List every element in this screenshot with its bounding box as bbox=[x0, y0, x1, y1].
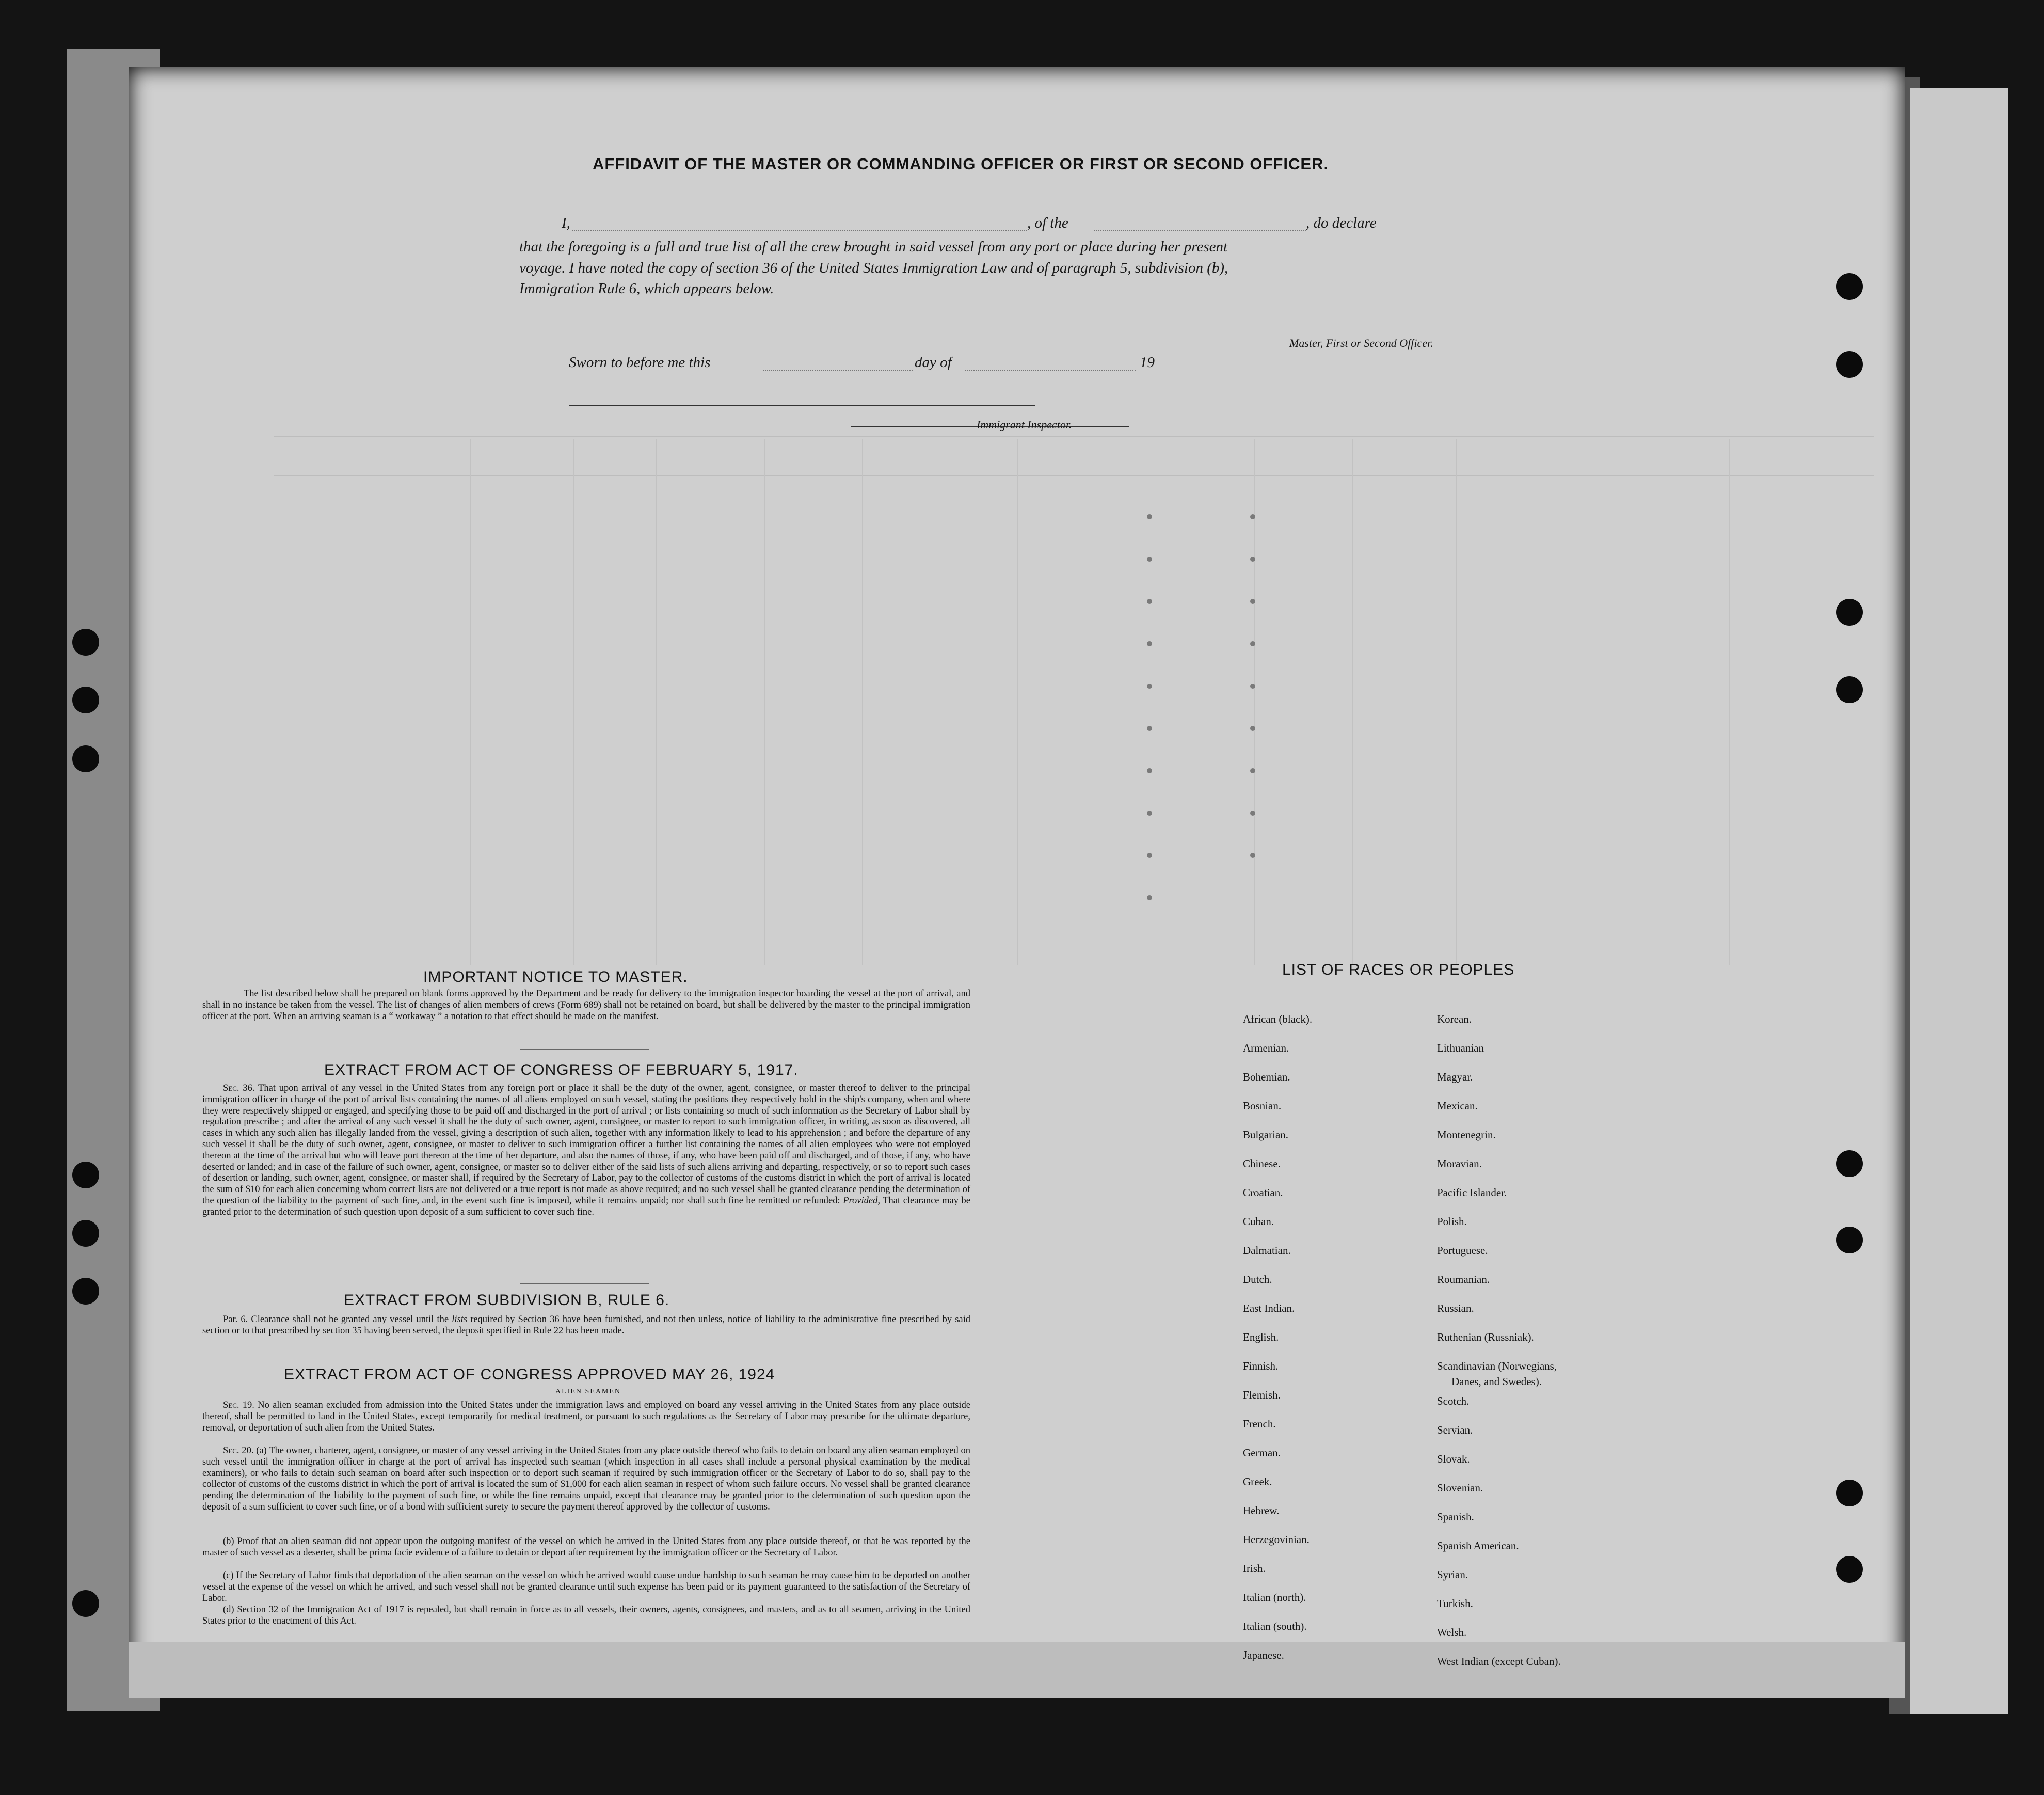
race-item: Welsh. bbox=[1437, 1626, 1467, 1639]
page-bottom-fold bbox=[129, 1642, 1905, 1698]
race-item: Korean. bbox=[1437, 1013, 1472, 1025]
sworn-month-blank bbox=[965, 370, 1136, 371]
year-label: 19 bbox=[1140, 354, 1155, 371]
race-item: Bohemian. bbox=[1243, 1071, 1290, 1083]
binder-hole bbox=[72, 629, 99, 656]
bleed-through-dot bbox=[1147, 895, 1152, 900]
race-item: Syrian. bbox=[1437, 1568, 1468, 1581]
race-item: Spanish American. bbox=[1437, 1539, 1519, 1552]
race-item: Polish. bbox=[1437, 1215, 1467, 1228]
bleed-through-rule bbox=[274, 436, 1874, 437]
notice-body: The list described below shall be prepared on blank forms approved by the Department and be ready for delivery to the immigration inspector boarding the vessel at the port of arrival, and shall in no instance be taken from the vessel. The list of changes of alien members of crews (Form 689) shall not be retained on board, but shall be delivered by the master to the principal immigration officer at the port. When an arriving seaman is a “ workaway ” a notation to that effect should be made on the manifest. bbox=[202, 989, 970, 1022]
inspector-caption: Immigrant Inspector. bbox=[977, 418, 1072, 431]
bleed-through-dot bbox=[1250, 557, 1255, 562]
race-item: Roumanian. bbox=[1437, 1273, 1490, 1285]
race-item: Magyar. bbox=[1437, 1071, 1473, 1083]
races-title: LIST OF RACES OR PEOPLES bbox=[1282, 961, 1515, 978]
binder-hole bbox=[72, 1278, 99, 1305]
extract-1917-title: EXTRACT FROM ACT OF CONGRESS OF FEBRUARY 5, 1917. bbox=[324, 1061, 799, 1078]
bleed-through-dot bbox=[1250, 514, 1255, 519]
section-text: That upon arrival of any vessel in the United States from any foreign port or place it shall be the duty of the owner, agent, consignee, or master thereof to deliver to the principal immigration officer in charge of the port of arrival lists containing the names of all aliens employed on such vessel, stating the positions they respectively hold in the ship's company, when and where they were respectively shipped or engaged, and specifying those to be paid off and discharged in the port of arrival ; or lists containing so much of such information as the Secretary of Labor shall by regulation prescribe ; and after the arrival of any such vessel it shall be the duty of such owner, agent, consignee, or master to report to such immigration officer, in writing, as soon as discovered, all cases in which any such alien has illegally landed from the vessel, giving a description of such alien, together with any information likely to lead to his apprehension ; and before the departure of any such vessel it shall be the duty of such owner, agent, consignee, or master to deliver to such immigration officer a further list containing the names of all alien employees who were not employed thereon at the time of the arrival but who will leave port thereon at the time of her departure, and also the names of those, if any, who have been paid off and discharged, and of those, if any, who have deserted or landed; and in case of the failure of such owner, agent, consignee, or master so to deliver either of the said lists of such aliens arriving and departing, respectively, or so to report such cases of desertion or landing, such owner, agent, consignee, or master shall, if required by the Secretary of Labor, pay to the collector of customs of the customs district in which the port of arrival is located the sum of $10 for each alien concerning whom correct lists are not delivered or a true report is not made as above required; and no such vessel shall be granted clearance pending the determination of the question of the liability to the payment of such fine, and, in the event such fine is imposed, while it remains unpaid; nor shall such fine be remitted or refunded: bbox=[202, 1083, 970, 1206]
race-item: Portuguese. bbox=[1437, 1244, 1488, 1257]
sec20c-text: (c) If the Secretary of Labor finds that deportation of the alien seaman on the vessel on which he arrived would cause undue hardship to such seaman he may cause him to be deported on another vessel at the expense of the vessel on which he arrived, and such vessel shall not be granted clearance until such expense has been paid or its payment guaranteed to the satisfaction of the Secretary of Labor. bbox=[202, 1570, 970, 1603]
bleed-through-column bbox=[573, 439, 574, 965]
race-item: French. bbox=[1243, 1418, 1276, 1430]
bleed-through-column bbox=[1352, 439, 1353, 965]
race-item: Slovak. bbox=[1437, 1453, 1470, 1465]
affiant-label: I, bbox=[562, 215, 570, 231]
extract-1924-subtitle: ALIEN SEAMEN bbox=[555, 1388, 621, 1395]
section-divider bbox=[520, 1283, 649, 1284]
bleed-through-dot bbox=[1147, 599, 1152, 604]
sworn-label: Sworn to before me this bbox=[569, 354, 711, 371]
bleed-through-column bbox=[656, 439, 657, 965]
race-item: Russian. bbox=[1437, 1302, 1474, 1314]
affidavit-statement-line: that the foregoing is a full and true list of all the crew brought in said vessel from any port or place during her present bbox=[519, 239, 1228, 255]
race-item: African (black). bbox=[1243, 1013, 1313, 1025]
race-item: Moravian. bbox=[1437, 1157, 1482, 1170]
section-text: No alien seaman excluded from admission into the United States under the immigration laws and employed on board any vessel arriving in the United States from any place outside thereof, shall be permitted to land in the United States, except temporarily for medical treatment, or pursuant to such regulations as the Secretary of Labor may prescribe for the ultimate departure, removal, or deportation of such alien from the United States. bbox=[202, 1400, 970, 1433]
bleed-through-dot bbox=[1250, 726, 1255, 731]
section-label: Sec. 36. bbox=[223, 1083, 255, 1093]
affidavit-statement-line: Immigration Rule 6, which appears below. bbox=[519, 280, 774, 297]
rule6-text-end: required by Section 36 have been furnished, and not then unless, notice of liability to the administrative fine prescribed by said section or to that prescribed by section 35 having been served, the deposit specified in Rule 22 has been made. bbox=[202, 1314, 971, 1336]
extract-rule6-body bbox=[202, 1314, 970, 1337]
binder-hole bbox=[1836, 676, 1863, 703]
race-item: Lithuanian bbox=[1437, 1042, 1484, 1054]
bleed-through-dot bbox=[1250, 641, 1255, 646]
notary-signature-rule bbox=[569, 405, 1035, 406]
vessel-name-blank bbox=[1094, 230, 1306, 231]
section-divider bbox=[520, 1049, 649, 1050]
binder-hole bbox=[72, 687, 99, 713]
bleed-through-column bbox=[1729, 439, 1730, 965]
vessel-of-the-label: , of the bbox=[1027, 215, 1068, 231]
race-item: East Indian. bbox=[1243, 1302, 1295, 1314]
bleed-through-rule bbox=[274, 475, 1874, 476]
notice-title: IMPORTANT NOTICE TO MASTER. bbox=[423, 968, 688, 986]
affidavit-title: AFFIDAVIT OF THE MASTER OR COMMANDING OFFICER OR FIRST OR SECOND OFFICER. bbox=[593, 155, 1329, 173]
race-item: Cuban. bbox=[1243, 1215, 1274, 1228]
race-item: Herzegovinian. bbox=[1243, 1533, 1310, 1546]
bleed-through-dot bbox=[1147, 557, 1152, 562]
race-item: Mexican. bbox=[1437, 1100, 1478, 1112]
race-item: Finnish. bbox=[1243, 1360, 1279, 1372]
race-item: Bulgarian. bbox=[1243, 1129, 1289, 1141]
extract-rule6-title: EXTRACT FROM SUBDIVISION B, RULE 6. bbox=[344, 1292, 670, 1309]
race-item: German. bbox=[1243, 1447, 1281, 1459]
binder-hole bbox=[1836, 599, 1863, 626]
bleed-through-dot bbox=[1250, 811, 1255, 816]
race-item: Italian (south). bbox=[1243, 1620, 1307, 1632]
lists-word: lists bbox=[452, 1314, 468, 1325]
bleed-through-column bbox=[1456, 439, 1457, 965]
underlying-sheet bbox=[1910, 88, 2008, 1714]
proviso-text: That clearance may be granted prior to the determination of such question upon deposit of a sum sufficient to cover such fine. bbox=[202, 1195, 971, 1217]
sworn-day-blank bbox=[763, 370, 913, 371]
extract-1924-title: EXTRACT FROM ACT OF CONGRESS APPROVED MAY 26, 1924 bbox=[284, 1366, 775, 1383]
binder-hole bbox=[72, 1162, 99, 1188]
race-item: Scandinavian (Norwegians, bbox=[1437, 1360, 1557, 1372]
binder-hole bbox=[1836, 1150, 1863, 1177]
race-item: Slovenian. bbox=[1437, 1482, 1483, 1494]
race-item: Armenian. bbox=[1243, 1042, 1289, 1054]
bleed-through-dot bbox=[1147, 768, 1152, 773]
race-item: Chinese. bbox=[1243, 1157, 1281, 1170]
bleed-through-dot bbox=[1147, 811, 1152, 816]
race-item: Turkish. bbox=[1437, 1597, 1473, 1610]
bleed-through-dot bbox=[1250, 853, 1255, 858]
binder-hole bbox=[72, 745, 99, 772]
binder-hole bbox=[72, 1590, 99, 1617]
sec19-text bbox=[202, 1400, 970, 1434]
bleed-through-column bbox=[862, 439, 863, 965]
race-item: Dalmatian. bbox=[1243, 1244, 1291, 1257]
race-item: Flemish. bbox=[1243, 1389, 1281, 1401]
binder-hole bbox=[1836, 1556, 1863, 1583]
section-text: (a) The owner, charterer, agent, consignee, or master of any vessel arriving in the United States from any place outside thereof who fails to detain on board any alien seaman employed on such vessel until the immigration officer in charge at the port of arrival has inspected such seaman (which inspection in all cases shall include a personal physical examination by the medical examiners), or who fails to detain such seaman on board after such inspection or to deport such seaman if required by such immigration officer or the Secretary of Labor to do so, shall pay to the collector of customs of the customs district in which the port of arrival is located the sum of $1,000 for each alien seaman in respect of whom such failure occurs. No vessel shall be granted clearance pending the determination of the liability to the payment of such fine, or while the fine remains unpaid, except that clearance may be granted prior to the determination of such question upon the deposit of a sum sufficient to cover such fine, or of a bond with sufficient surety to secure the payment thereof approved by the collector of customs. bbox=[202, 1445, 970, 1512]
race-item-continuation: Danes, and Swedes). bbox=[1451, 1375, 1542, 1388]
section-label: Sec. 20. bbox=[223, 1445, 254, 1456]
affidavit-statement-line: voyage. I have noted the copy of section 36 of the United States Immigration Law and of paragraph 5, subdivision (b), bbox=[519, 260, 1228, 276]
affiant-name-blank bbox=[572, 230, 1027, 231]
binder-hole bbox=[1836, 273, 1863, 300]
bleed-through-dot bbox=[1147, 641, 1152, 646]
race-item: Dutch. bbox=[1243, 1273, 1272, 1285]
bleed-through-column bbox=[764, 439, 765, 965]
binder-hole bbox=[1836, 1480, 1863, 1506]
bleed-through-dot bbox=[1250, 684, 1255, 689]
race-item: Spanish. bbox=[1437, 1511, 1474, 1523]
proviso-word: Provided, bbox=[843, 1195, 880, 1206]
race-item: Japanese. bbox=[1243, 1649, 1284, 1661]
race-item: English. bbox=[1243, 1331, 1279, 1343]
bleed-through-column bbox=[470, 439, 471, 965]
signature-caption: Master, First or Second Officer. bbox=[1289, 337, 1433, 350]
binder-hole bbox=[72, 1220, 99, 1247]
sec20d-text: (d) Section 32 of the Immigration Act of 1917 is repealed, but shall remain in force as to all vessels, their owners, agents, consignees, and masters, and as to all seamen, arriving in the United States prior to the enactment of this Act. bbox=[202, 1605, 970, 1626]
bleed-through-dot bbox=[1147, 684, 1152, 689]
race-item: Ruthenian (Russniak). bbox=[1437, 1331, 1534, 1343]
race-item: Croatian. bbox=[1243, 1186, 1283, 1199]
bleed-through-dot bbox=[1147, 514, 1152, 519]
bleed-through-dot bbox=[1147, 726, 1152, 731]
race-item: Greek. bbox=[1243, 1475, 1272, 1488]
rule6-text-start: Par. 6. Clearance shall not be granted any vessel until the bbox=[223, 1314, 449, 1325]
do-declare-label: , do declare bbox=[1306, 215, 1377, 231]
race-item: Scotch. bbox=[1437, 1395, 1470, 1407]
race-item: Montenegrin. bbox=[1437, 1129, 1496, 1141]
sec20b-text: (b) Proof that an alien seaman did not appear upon the outgoing manifest of the vessel on which he arrived in the United States from any place outside thereof, or that he was reported by the master of such vessel as a deserter, shall be prima facie evidence of a failure to detain or deport after requirement by the immigration officer or the Secretary of Labor. bbox=[202, 1536, 970, 1558]
race-item: Italian (north). bbox=[1243, 1591, 1306, 1603]
binder-hole bbox=[1836, 1227, 1863, 1253]
race-item: Servian. bbox=[1437, 1424, 1473, 1436]
race-item: Bosnian. bbox=[1243, 1100, 1282, 1112]
race-item: West Indian (except Cuban). bbox=[1437, 1655, 1561, 1667]
day-of-label: day of bbox=[915, 354, 952, 371]
bleed-through-column bbox=[1017, 439, 1018, 965]
binder-hole bbox=[1836, 351, 1863, 378]
extract-1917-body bbox=[202, 1083, 970, 1218]
section-label: Sec. 19. bbox=[223, 1400, 254, 1410]
race-item: Hebrew. bbox=[1243, 1504, 1280, 1517]
race-item: Irish. bbox=[1243, 1562, 1266, 1575]
bleed-through-dot bbox=[1250, 768, 1255, 773]
bleed-through-dot bbox=[1250, 599, 1255, 604]
race-item: Pacific Islander. bbox=[1437, 1186, 1507, 1199]
bleed-through-dot bbox=[1147, 853, 1152, 858]
sec20a-text bbox=[202, 1445, 970, 1513]
